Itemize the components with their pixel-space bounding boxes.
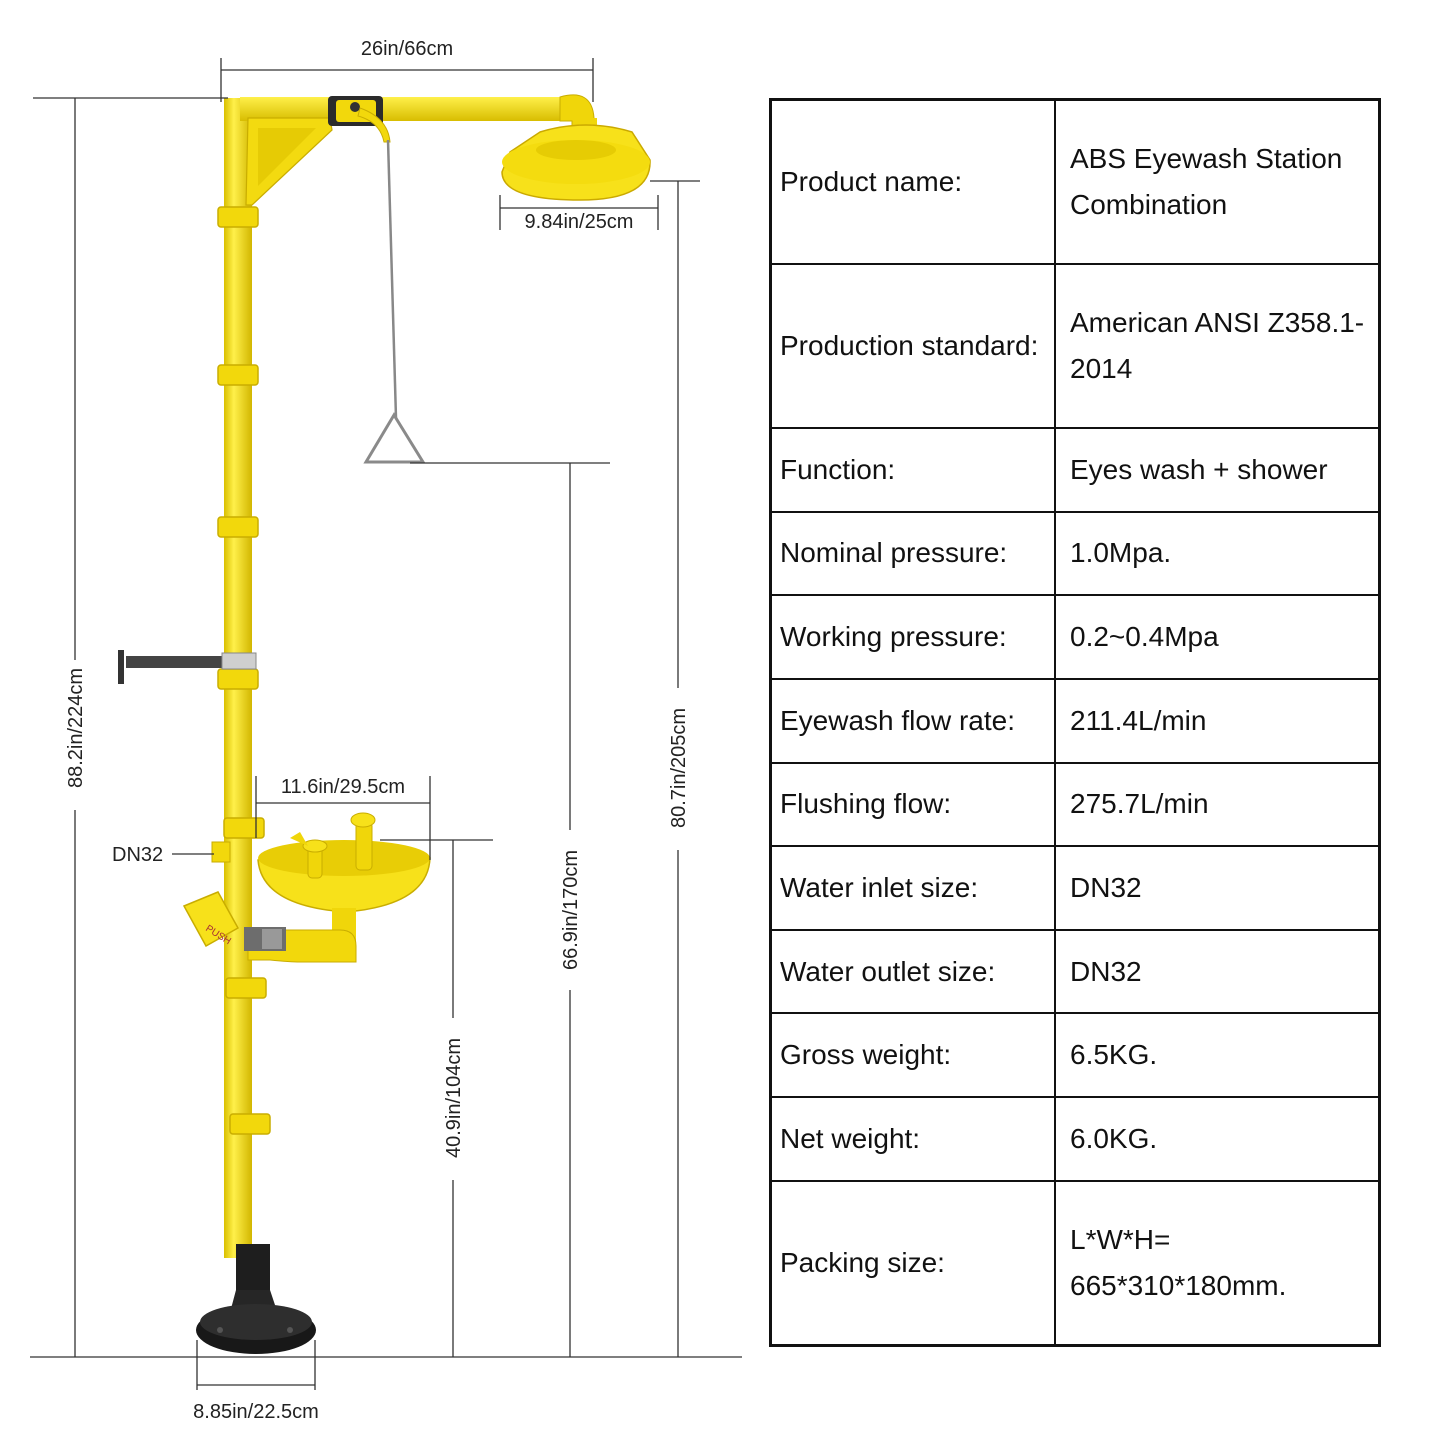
dim-total-height: 88.2in/224cm [65,667,87,789]
spec-value: 0.2~0.4Mpa [1055,595,1380,679]
spec-label: Flushing flow: [771,763,1056,847]
spec-row [771,1013,1380,1097]
dn32-inlet-label: DN32 [112,844,164,866]
dim-shower-height: 80.7in/205cm [668,707,690,829]
spec-label: Product name: [771,100,1056,265]
spec-value: 1.0Mpa. [1055,512,1380,596]
shower-head [502,118,650,200]
spec-label: Production standard: [771,264,1056,428]
spec-label: Function: [771,428,1056,512]
spec-row [771,1181,1380,1346]
spec-value: ABS Eyewash Station Combination [1055,100,1380,265]
dim-pull-handle-height: 66.9in/170cm [560,849,582,971]
spec-value: American ANSI Z358.1-2014 [1055,264,1380,428]
spec-value: 6.0KG. [1055,1097,1380,1181]
spec-label: Nominal pressure: [771,512,1056,596]
spec-label: Net weight: [771,1097,1056,1181]
spec-value: L*W*H= 665*310*180mm. [1055,1181,1380,1346]
spec-value: 211.4L/min [1055,679,1380,763]
eyewash-bowl [258,813,430,942]
push-plate-label: PUSH [203,923,233,948]
spec-value: 275.7L/min [1055,763,1380,847]
spec-label: Eyewash flow rate: [771,679,1056,763]
pull-rod [388,140,396,418]
base-stand [196,1244,316,1354]
spec-label: Working pressure: [771,595,1056,679]
spec-row [771,595,1380,679]
spec-label: Packing size: [771,1181,1056,1346]
dim-shower-head-diameter: 9.84in/25cm [524,211,634,233]
spec-value: DN32 [1055,846,1380,930]
spec-row [771,428,1380,512]
spec-value: DN32 [1055,930,1380,1014]
spec-label: Water inlet size: [771,846,1056,930]
dim-eyewash-width: 11.6in/29.5cm [280,776,406,798]
dimension-lines [30,38,742,1423]
pull-handle-triangle [366,415,423,462]
spec-row [771,763,1380,847]
spec-table [769,98,1381,1347]
spec-label: Water outlet size: [771,930,1056,1014]
spec-row [771,264,1380,428]
spec-row [771,100,1380,265]
spec-row [771,512,1380,596]
spec-row [771,679,1380,763]
dim-base-diameter: 8.85in/22.5cm [193,1401,319,1423]
spec-value: Eyes wash + shower [1055,428,1380,512]
shower-valve [328,96,390,142]
spec-row [771,1097,1380,1181]
spec-value: 6.5KG. [1055,1013,1380,1097]
spec-label: Gross weight: [771,1013,1056,1097]
spec-row [771,846,1380,930]
dim-eyewash-height: 40.9in/104cm [443,1037,465,1159]
spec-row [771,930,1380,1014]
dim-top-width: 26in/66cm [360,38,454,60]
